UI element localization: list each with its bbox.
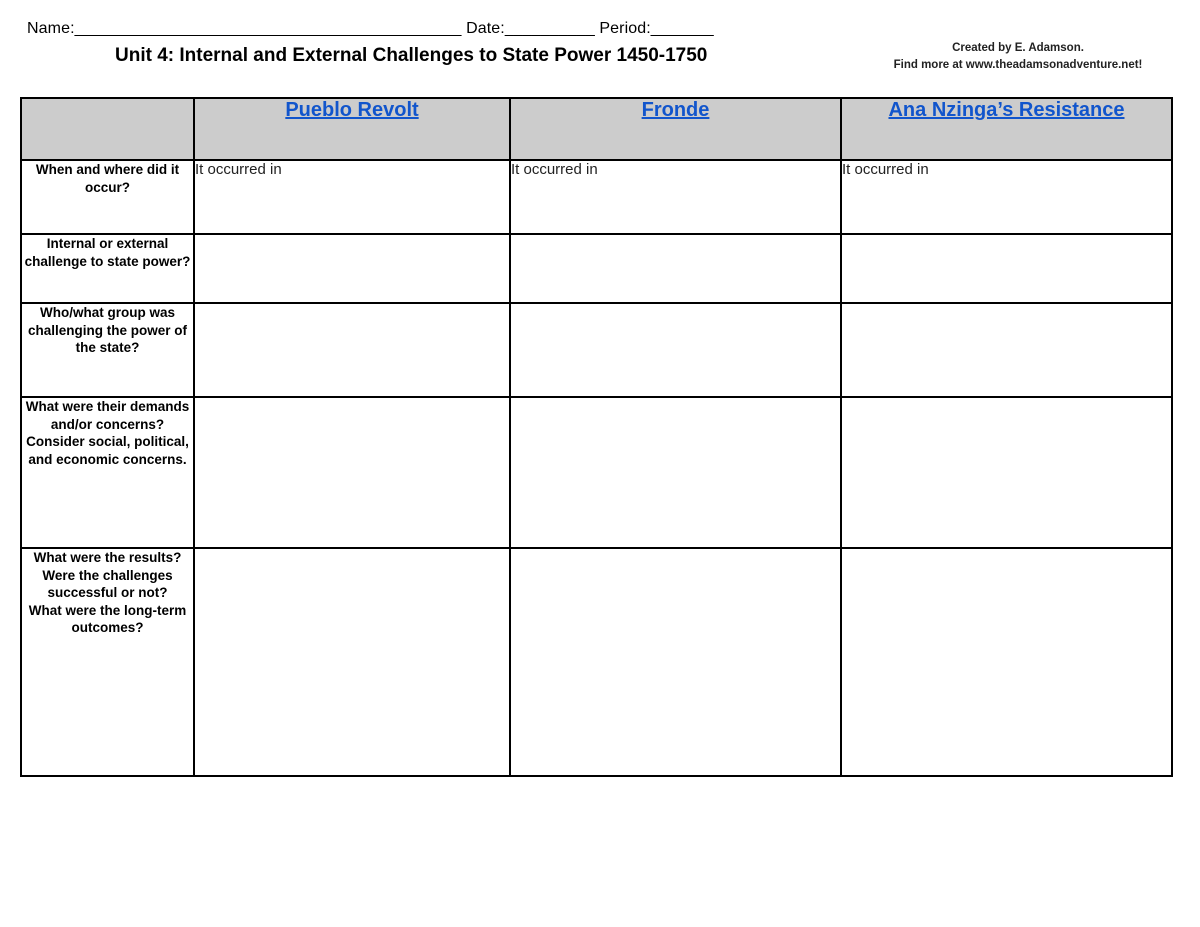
table-row bbox=[21, 303, 1172, 397]
column-header-pueblo-revolt bbox=[194, 98, 510, 160]
row-label-who-challenging bbox=[21, 303, 194, 397]
answer-cell[interactable] bbox=[194, 303, 510, 397]
answer-cell[interactable] bbox=[841, 303, 1172, 397]
answer-cell[interactable] bbox=[841, 397, 1172, 548]
answer-cell[interactable] bbox=[194, 234, 510, 303]
row-label-when-where bbox=[21, 160, 194, 234]
row-label-text: Who/what group was challenging the power of the state? bbox=[27, 305, 187, 355]
column-header-ana-nzinga bbox=[841, 98, 1172, 160]
answer-cell[interactable]: It occurred in bbox=[194, 160, 510, 234]
answer-cell[interactable] bbox=[841, 234, 1172, 303]
column-header-fronde bbox=[510, 98, 841, 160]
table-row bbox=[21, 234, 1172, 303]
table-header-row bbox=[21, 98, 1172, 160]
fronde-link[interactable]: Fronde bbox=[641, 99, 710, 121]
credit-block bbox=[872, 40, 1164, 74]
worksheet-title: Unit 4: Internal and External Challenges to State Power 1450-1750 bbox=[115, 45, 708, 66]
header-corner-cell bbox=[21, 98, 194, 160]
credit-author: Created by E. Adamson. bbox=[952, 42, 1084, 54]
answer-cell[interactable] bbox=[510, 397, 841, 548]
row-label-text: What were the results? Were the challenges successful or not? What were the long-term outcomes? bbox=[28, 550, 187, 635]
ana-nzinga-link[interactable]: Ana Nzinga’s Resistance bbox=[888, 99, 1125, 121]
row-label-internal-external bbox=[21, 234, 194, 303]
answer-cell[interactable] bbox=[194, 548, 510, 776]
row-label-demands bbox=[21, 397, 194, 548]
answer-cell[interactable]: It occurred in bbox=[841, 160, 1172, 234]
name-date-period-line: Name:___________________________________________ Date:__________ Period:_______ bbox=[27, 20, 714, 37]
answer-cell[interactable]: It occurred in bbox=[510, 160, 841, 234]
worksheet-table bbox=[20, 97, 1173, 777]
answer-cell[interactable] bbox=[510, 303, 841, 397]
table-row bbox=[21, 397, 1172, 548]
answer-cell[interactable] bbox=[510, 548, 841, 776]
row-label-text: Internal or external challenge to state power? bbox=[24, 236, 191, 269]
row-label-text: What were their demands and/or concerns? Consider social, political, and economic concerns. bbox=[25, 399, 190, 467]
row-label-text: When and where did it occur? bbox=[35, 162, 180, 195]
pueblo-revolt-link[interactable]: Pueblo Revolt bbox=[285, 99, 419, 121]
table-row bbox=[21, 160, 1172, 234]
row-label-results bbox=[21, 548, 194, 776]
answer-cell[interactable] bbox=[194, 397, 510, 548]
table-row bbox=[21, 548, 1172, 776]
answer-cell[interactable] bbox=[841, 548, 1172, 776]
credit-website: Find more at www.theadamsonadventure.net! bbox=[893, 59, 1143, 71]
answer-cell[interactable] bbox=[510, 234, 841, 303]
